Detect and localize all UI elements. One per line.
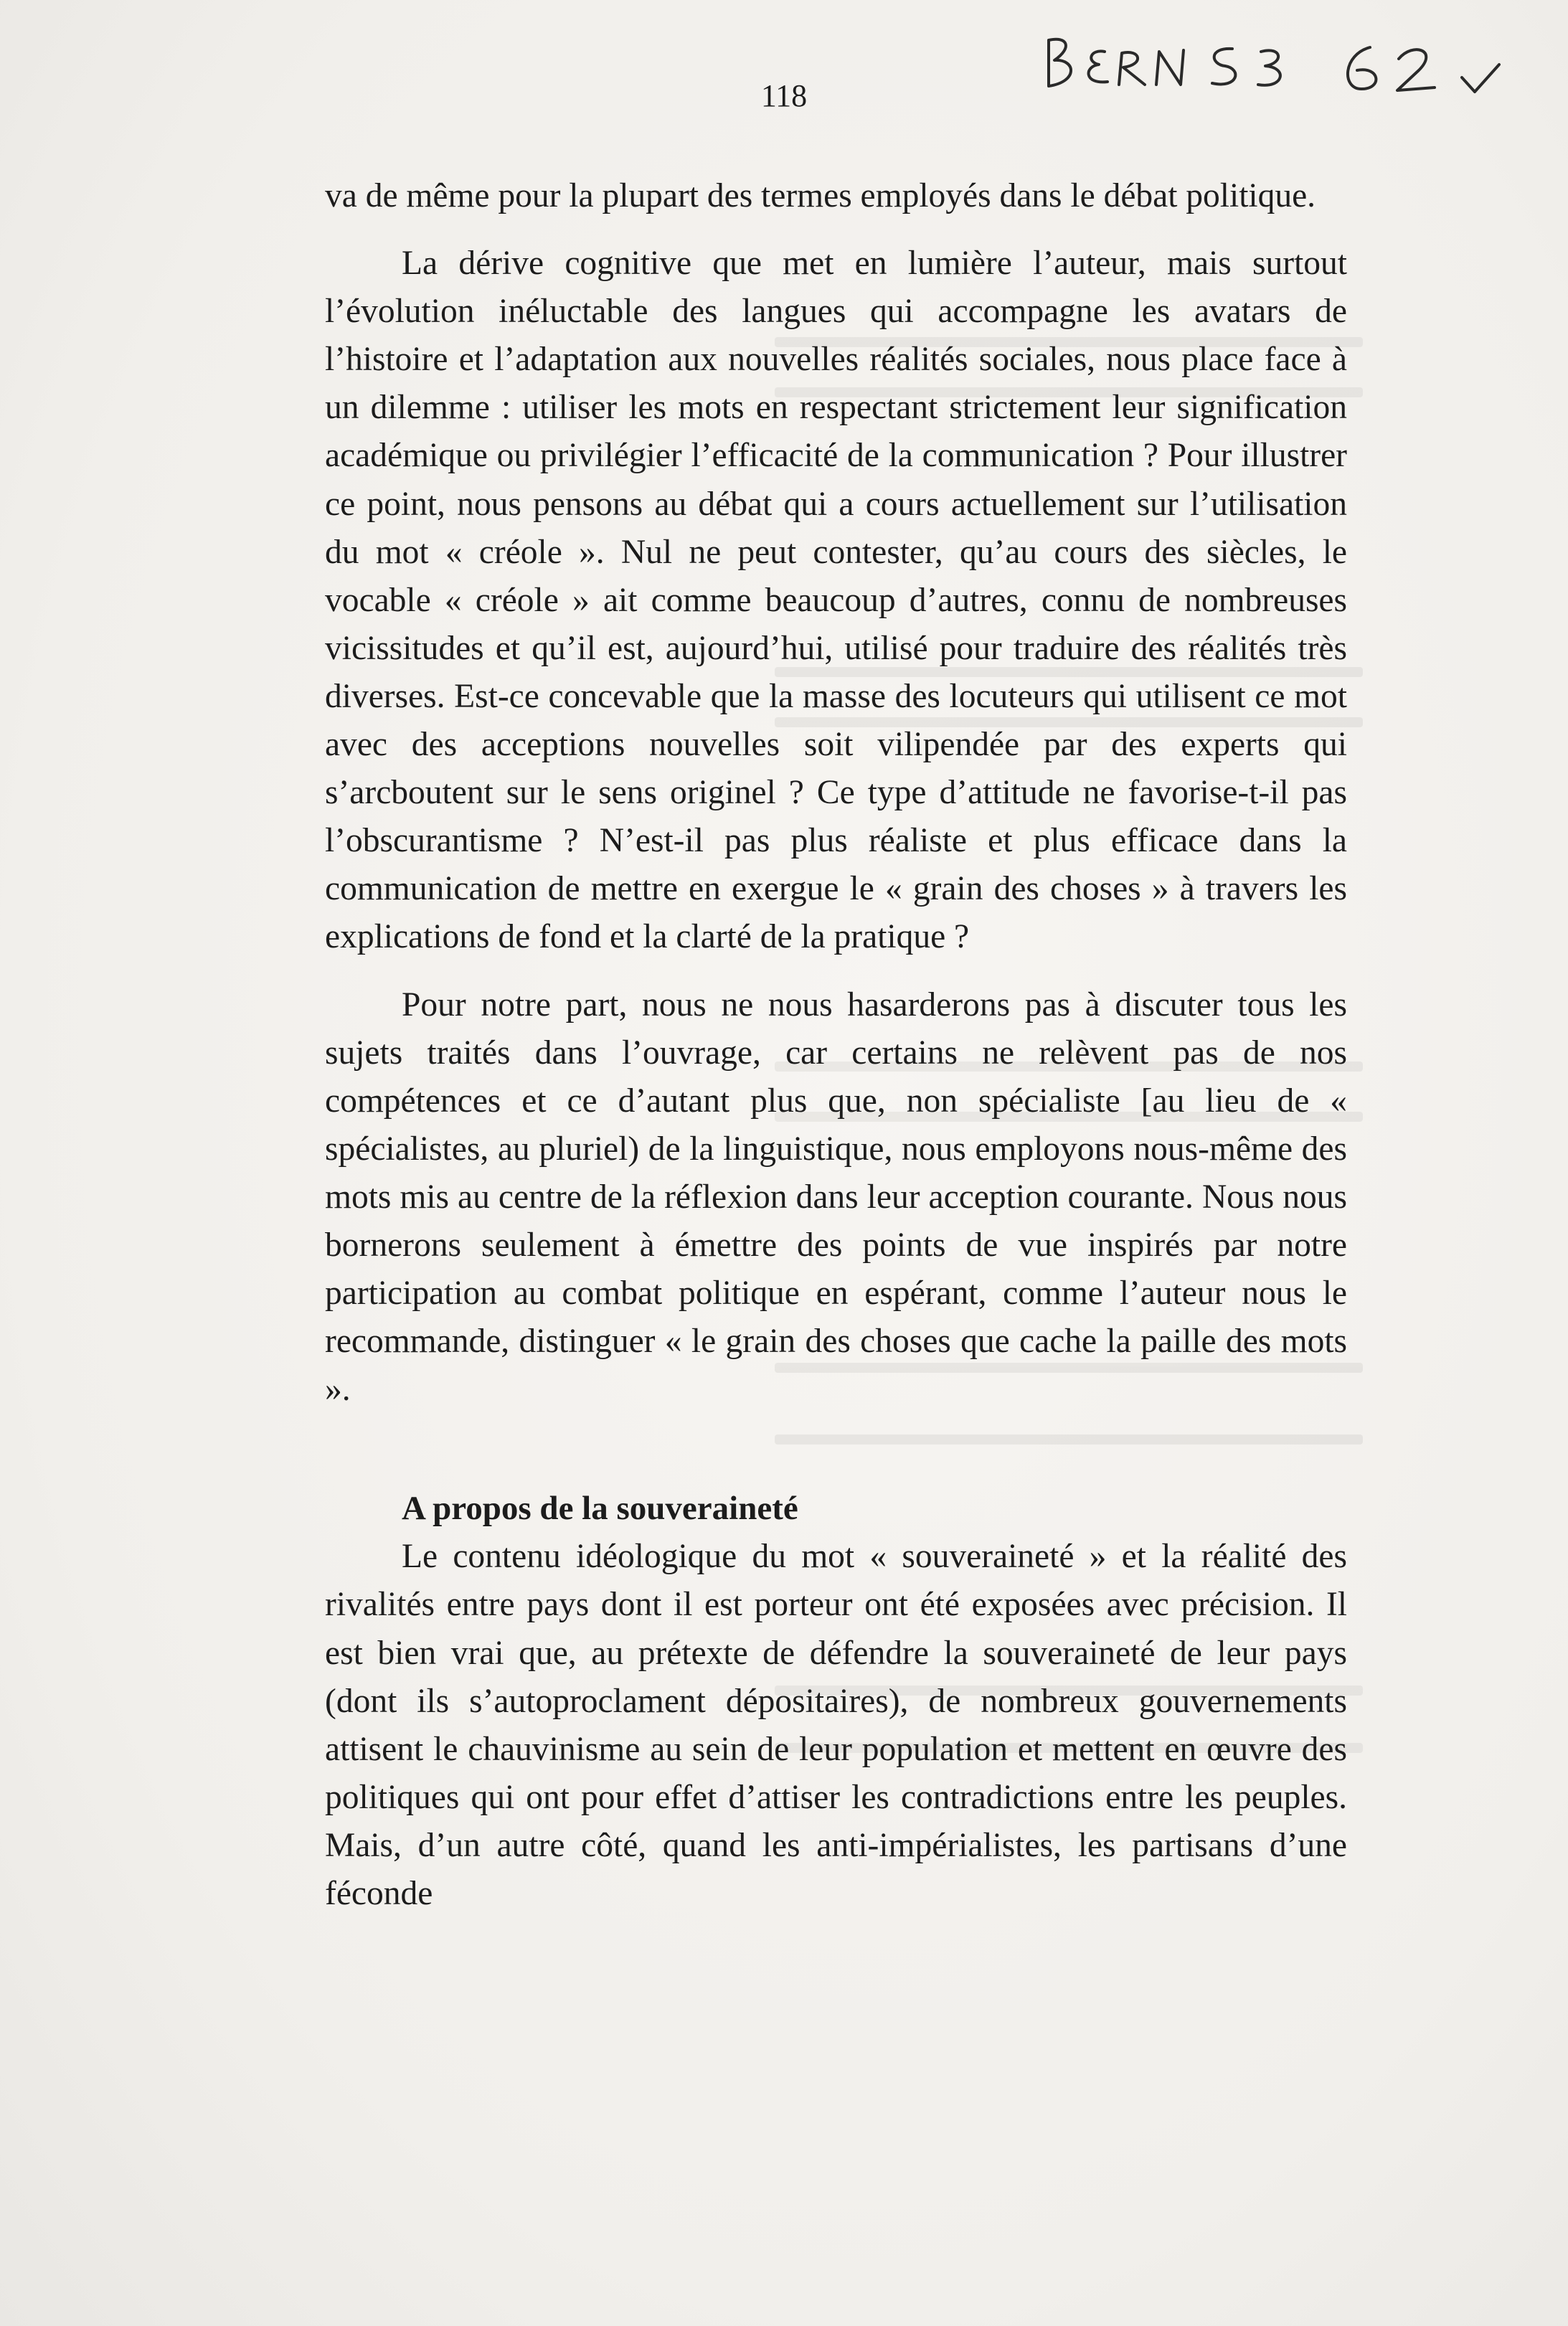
page-number: 118 xyxy=(760,78,808,113)
body-text xyxy=(325,172,1347,1918)
paragraph-souverainete: Le contenu idéologique du mot « souveraineté » et la réalité des rivalités entre pays dont il est porteur ont été exposées avec précision. Il est bien vrai que, au prétexte de défendre la souveraineté de leur pays (dont ils s’autoproclament dépositaires), de nombreux gouvernements attisent le chauvinisme au sein de leur population et mettent en œuvre des politiques qui ont pour effet d’attiser les contradictions entre les peuples. Mais, d’un autre côté, quand les anti-impérialistes, les partisans d’une féconde xyxy=(325,1538,1347,1912)
paragraph-creole: La dérive cognitive que met en lumière l’auteur, mais surtout l’évolution inéluctable des langues qui accompagne les avatars de l’histoire et l’adaptation aux nouvelles réalités sociales, nous place face à un dilemme : utiliser les mots en respectant strictement leur signification académique ou privilégier l’efficacité de la communication ? Pour illustrer ce point, nous pensons au débat qui a cours actuellement sur l’utilisation du mot « créole ». Nul ne peut contester, qu’au cours des siècles, le vocable « créole » ait comme beaucoup d’autres, connu de nombreuses vicissitudes et qu’il est, aujourd’hui, utilisé pour traduire des réalités très diverses. Est-ce concevable que la masse des locuteurs qui utilisent ce mot avec des acceptions nouvelles soit vilipendée par des experts qui s’arcboutent sur le sens originel ? Ce type d’attitude ne favorise-t-il pas l’obscurantisme ? N’est-il pas plus réaliste et plus efficace dans la communication de mettre en exergue le « grain des choses » à travers les explications de fond et la clarté de la pratique ? xyxy=(325,245,1347,956)
paragraph-continuation: va de même pour la plupart des termes employés dans le débat politique. xyxy=(325,177,1316,214)
paragraph-notre-part: Pour notre part, nous ne nous hasarderons pas à discuter tous les sujets traités dans l’ouvrage, car certains ne relèvent pas de nos compétences et ce d’autant plus que, non spécialiste [au lieu de « spécialistes, au pluriel) de la linguistique, nous employons nous-même des mots mis au centre de la réflexion dans leur acception courante. Nous nous bornerons seulement à émettre des points de vue inspirés par notre participation au combat politique en espérant, comme l’auteur nous le recommande, distinguer « le grain des choses que cache la paille des mots ». xyxy=(325,985,1347,1409)
section-heading: A propos de la souveraineté xyxy=(402,1490,798,1528)
